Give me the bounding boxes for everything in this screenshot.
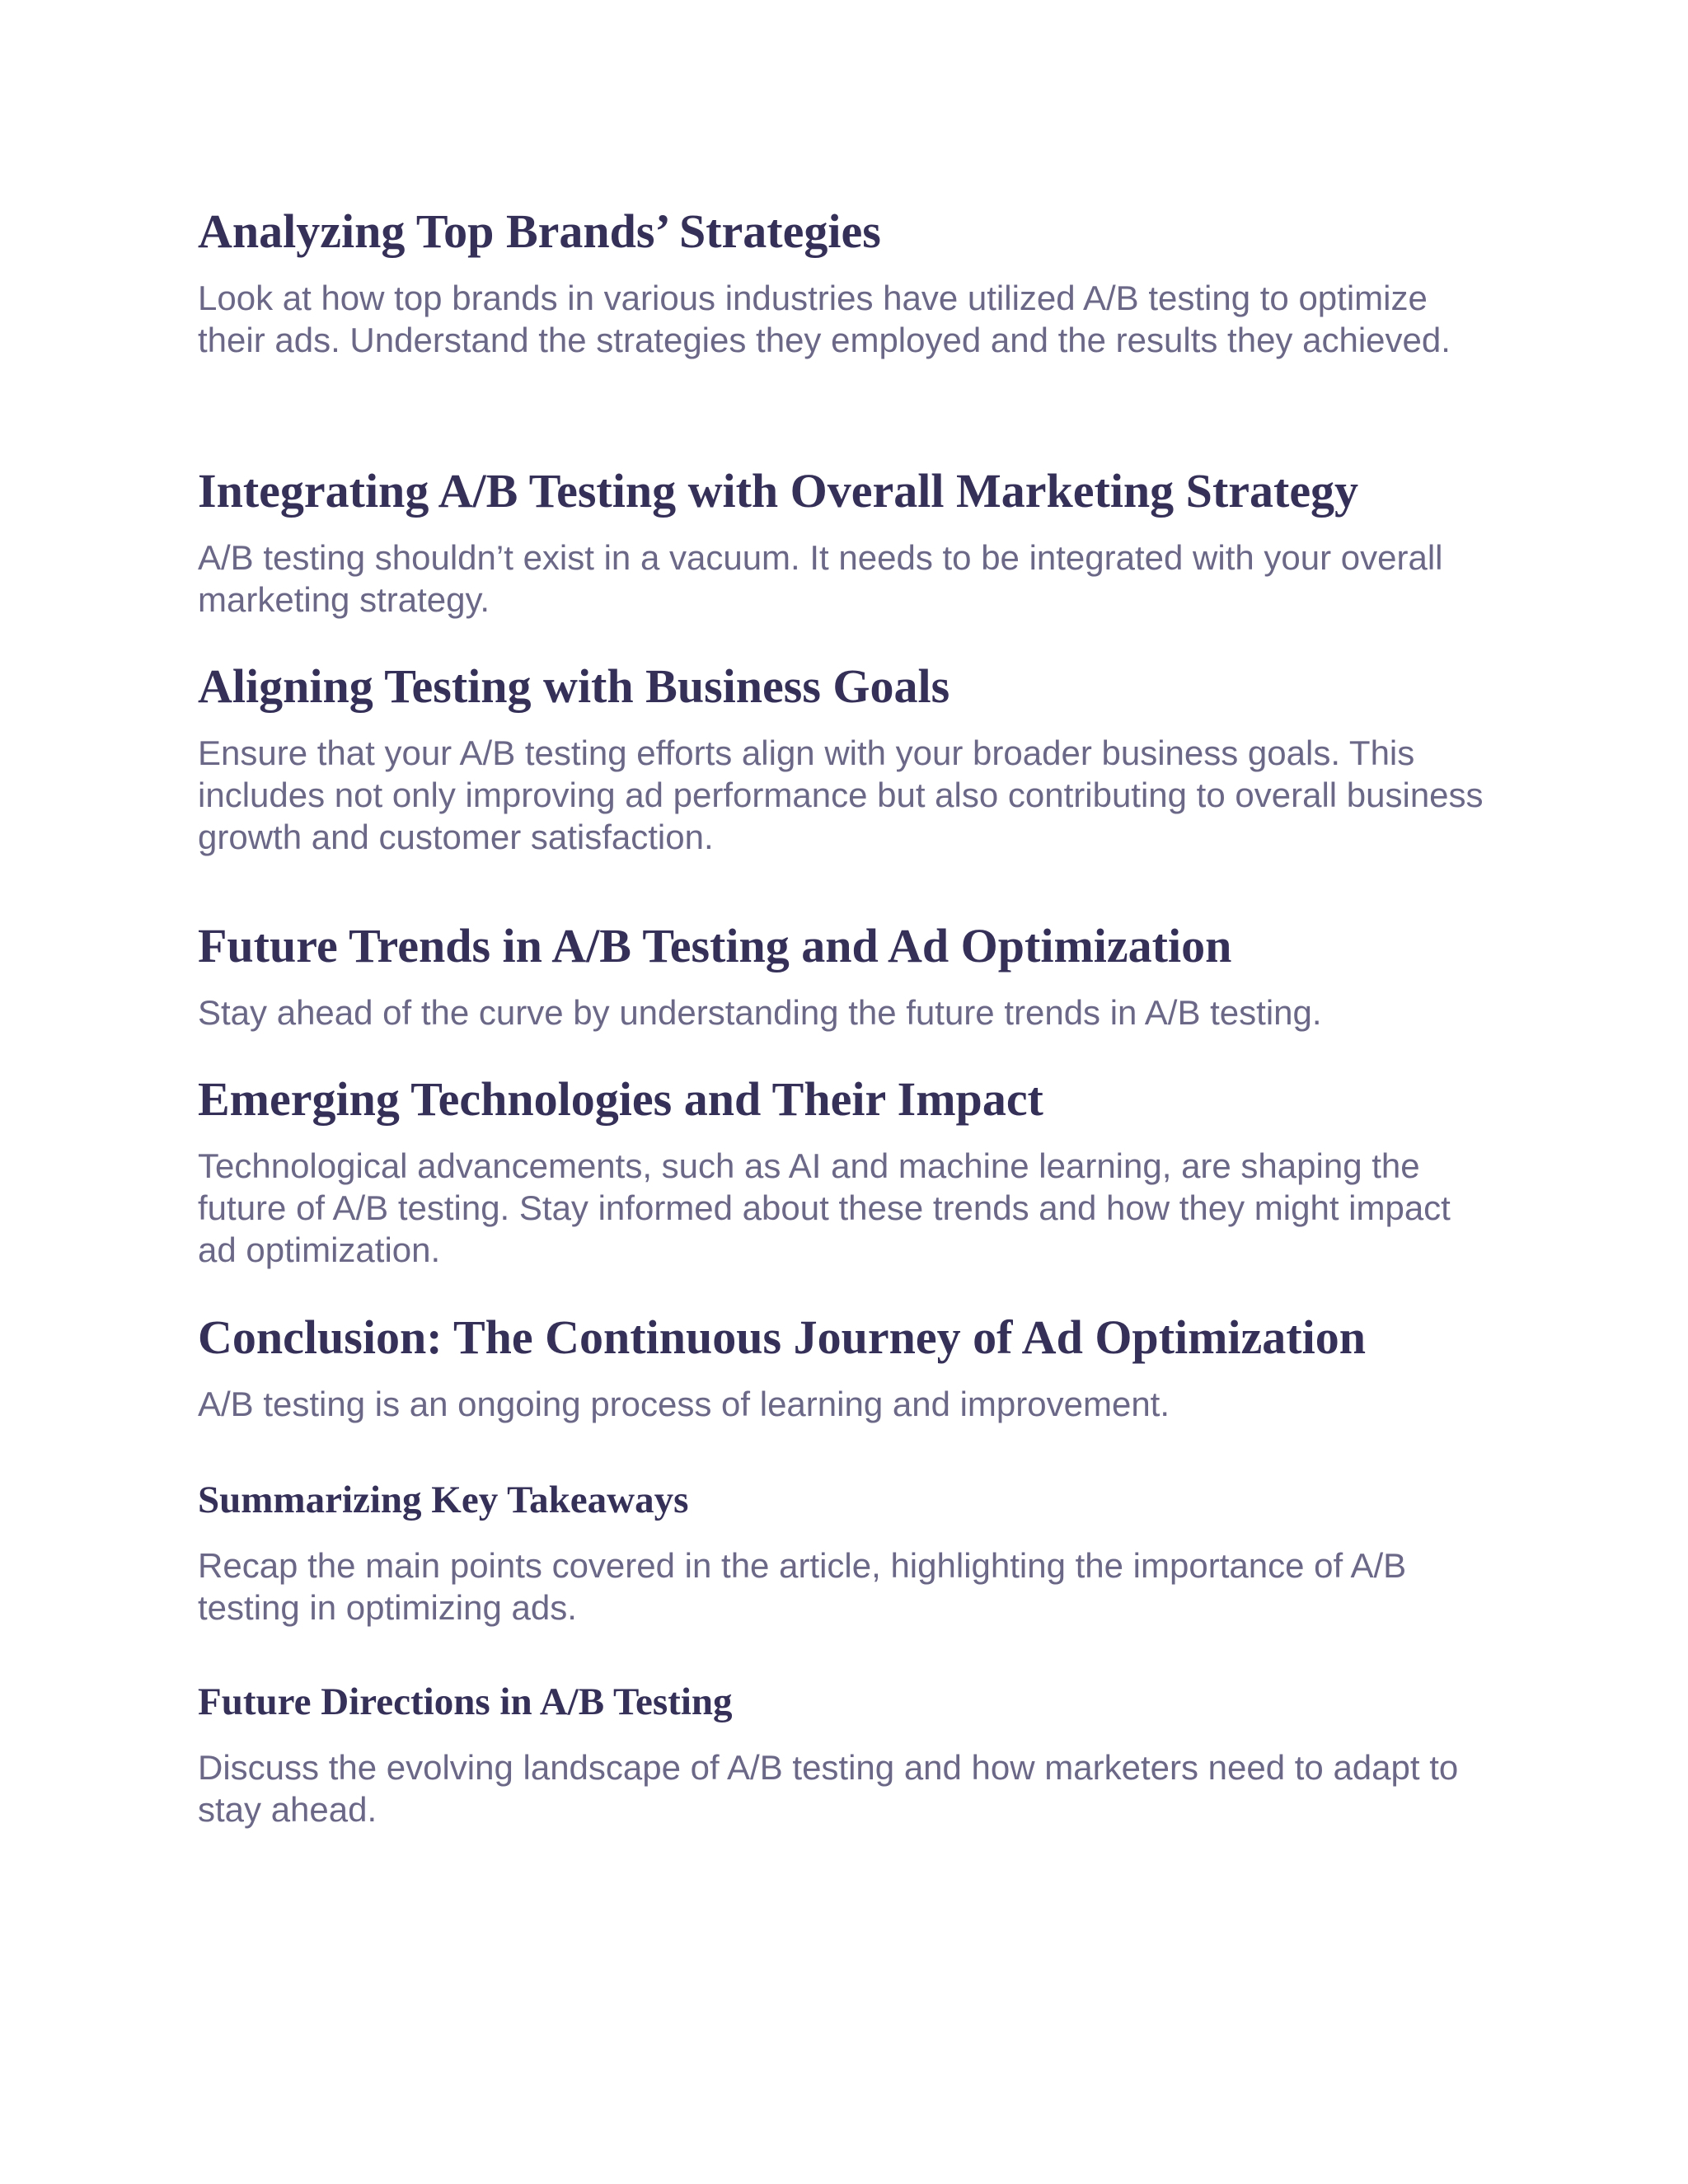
section-heading: Analyzing Top Brands’ Strategies (198, 204, 881, 258)
section-body: Discuss the evolving landscape of A/B testing and how marketers need to adapt to stay ahead. (198, 1748, 1459, 1829)
section-heading: Integrating A/B Testing with Overall Marketing Strategy (198, 464, 1359, 518)
section-body: Stay ahead of the curve by understanding the future trends in A/B testing. (198, 993, 1322, 1032)
section-conclusion (198, 1310, 1484, 1425)
section-body: Look at how top brands in various industries have utilized A/B testing to optimize their ads. Understand the strategies they employed and the results they achieved. (198, 279, 1451, 359)
section-heading: Conclusion: The Continuous Journey of Ad Optimization (198, 1310, 1366, 1364)
section-emerging-technologies (198, 1072, 1484, 1271)
section-future-directions (198, 1679, 1484, 1830)
section-body: Recap the main points covered in the article, highlighting the importance of A/B testing in optimizing ads. (198, 1546, 1407, 1627)
section-heading: Aligning Testing with Business Goals (198, 659, 950, 713)
section-integrating-ab-testing (198, 464, 1484, 621)
section-body: Technological advancements, such as AI and machine learning, are shaping the future of A/B testing. Stay informed about these trends and how they might impact ad optimization. (198, 1146, 1451, 1269)
section-subheading: Summarizing Key Takeaways (198, 1479, 689, 1521)
section-body: Ensure that your A/B testing efforts align with your broader business goals. This includes not only improving ad performance but also contributing to overall business growth and customer satisfaction. (198, 733, 1484, 856)
section-heading: Future Trends in A/B Testing and Ad Optimization (198, 919, 1232, 972)
section-analyzing-top-brands (198, 204, 1484, 361)
section-summarizing-key-takeaways (198, 1477, 1484, 1629)
section-aligning-testing (198, 659, 1484, 858)
section-subheading: Future Directions in A/B Testing (198, 1680, 733, 1723)
section-heading: Emerging Technologies and Their Impact (198, 1072, 1043, 1126)
section-body: A/B testing is an ongoing process of learning and improvement. (198, 1385, 1170, 1423)
section-body: A/B testing shouldn’t exist in a vacuum. It needs to be integrated with your overall marketing strategy. (198, 538, 1443, 619)
section-future-trends (198, 919, 1484, 1033)
